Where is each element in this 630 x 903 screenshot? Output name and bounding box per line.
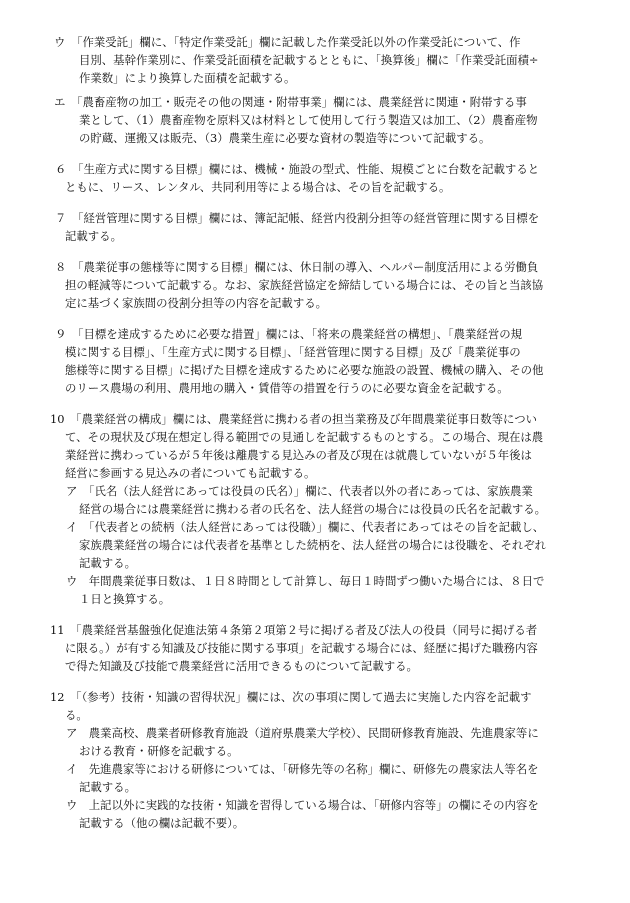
section-10-item-1-line: ア 「氏名（法人経営にあっては役員の氏名）」欄に、代表者以外の者にあっては、家族農業 [66,484,533,498]
section-5-e-text-line: の貯蔵、運搬又は販売、（3）農業生産に必要な資材の製造等について記載する。 [79,131,491,145]
section-10-text-line: て、その現状及び現在想定し得る範囲での見通しを記載するものとする。この場合、現在は農 [65,430,544,444]
paragraph-gap [0,397,606,410]
section-12-item-1-line: ア 農業高校、農業者研修教育施設（道府県農業大学校）、民間研修教育施設、先進農家等に [66,726,539,740]
section-5-u-heading-line: ウ 「作業受託」欄に、「特定作業受託」欄に記載した作業受託以外の作業受託について、作 [54,35,521,49]
paragraph-gap [0,312,606,325]
paragraph-gap [0,675,606,688]
section-12-item-2-line: イ 先進農家等における研修については、「研修先等の名称」欄に、研修先の農家法人等名を [66,762,539,776]
section-9-text-line: 模に関する目標」、「生産方式に関する目標」、「経営管理に関する目標」及び「農業従事の [65,345,521,359]
section-12-heading-line: 12 「（参考）技術・知識の習得状況」欄には、次の事項に関して過去に実施した内容を記載す [50,690,532,704]
section-10-item-1-line: 経営の場合には農業経営に携わる者の氏名を、法人経営の場合には役員の氏名を記載する。 [79,502,547,516]
section-5-e-heading-line: エ 「農畜産物の加工・販売その他の関連・附帯事業」欄には、農業経営に関連・附帯する事 [54,95,527,109]
section-12-text-line: る。 [65,708,88,722]
section-10-text-line: 業経営に携わっているが５年後は離農する見込みの者及び現在は就農していないが５年後は [65,448,532,462]
section-10-item-2-line: 記載する。 [79,556,136,570]
section-12-item-1-line: おける教育・研修を記載する。 [79,744,239,758]
section-5-e-text-line: 業として、（1）農畜産物を原料又は材料として使用して行う製造又は加工、（2）農畜産物 [79,113,538,127]
section-10-item-3-line: ウ 年間農業従事日数は、１日８時間として計算し、毎日１時間ずつ働いた場合には、８日で [66,574,545,588]
section-10-item-2-line: 家族農業経営の場合には代表者を基準とした続柄を、法人経営の場合には役職を、それぞれ [79,538,547,552]
section-5-u-text-line: 目別、基幹作業別に、作業受託面積を記載するとともに、「換算後」欄に「作業受託面積÷ [79,53,539,67]
section-6-text-line: ともに、リース、レンタル、共同利用等による場合は、その旨を記載する。 [65,180,451,194]
section-11-text-line: で得た知識及び技能で農業経営に活用できるものについて記載する。 [65,659,418,673]
section-10-item-3-line: １日と換算する。 [79,592,171,606]
section-6-heading-line: ６ 「生産方式に関する目標」欄には、機械・施設の型式、性能、規模ごとに台数を記載すると [55,162,540,176]
section-11-heading-line: 11 「農業経営基盤強化促進法第４条第２項第２号に掲げる者及び法人の役員（同号に掲げる者 [50,623,538,637]
paragraph-gap [0,147,606,160]
paragraph-gap [0,608,606,621]
section-5-u-text-line: 作業数」により換算した面積を記載する。 [79,71,296,85]
paragraph-gap [0,245,606,258]
section-12-item-3-line: ウ 上記以外に実践的な技術・知識を習得している場合は、「研修内容等」の欄にその内容を [66,798,539,812]
section-7-text-line: 記載する。 [65,229,122,243]
paragraph-gap [0,196,606,209]
section-7-heading-line: ７ 「経営管理に関する目標」欄には、簿記記帳、経営内役割分担等の経営管理に関する目標を [55,211,540,225]
section-8-text-line: 定に基づく家族間の役割分担等の内容を記載する。 [65,296,327,310]
section-10-heading-line: 10 「農業経営の構成」欄には、農業経営に携わる者の担当業務及び年間農業従事日数等につい [50,412,537,426]
section-9-text-line: のリース農場の利用、農用地の購入・賃借等の措置を行うのに必要な資金を記載する。 [65,381,509,395]
section-10-text-line: 経営に参画する見込みの者についても記載する。 [65,466,316,480]
section-10-item-2-line: イ 「代表者との続柄（法人経営にあっては役職）」欄に、代表者にあってはその旨を記載し、 [66,520,545,534]
section-9-heading-line: ９ 「目標を達成するために必要な措置」欄には、「将来の農業経営の構想」、「農業経営の規 [55,327,522,341]
section-12-item-3-line: 記載する（他の欄は記載不要）。 [79,816,245,830]
section-12-item-2-line: 記載する。 [79,780,136,794]
section-8-heading-line: ８ 「農業従事の態様等に関する目標」欄には、休日制の導入、ヘルパー制度活用による労働負 [55,260,539,274]
section-9-text-line: 態様等に関する目標」に掲げた目標を達成するために必要な施設の設置、機械の購入、その他 [65,363,544,377]
section-8-text-line: 担の軽減等について記載する。なお、家族経営協定を締結している場合には、その旨と当該協 [65,278,544,292]
section-11-text-line: に限る。）が有する知識及び技能に関する事項」を記載する場合には、経歴に掲げた職務内容 [65,641,538,655]
